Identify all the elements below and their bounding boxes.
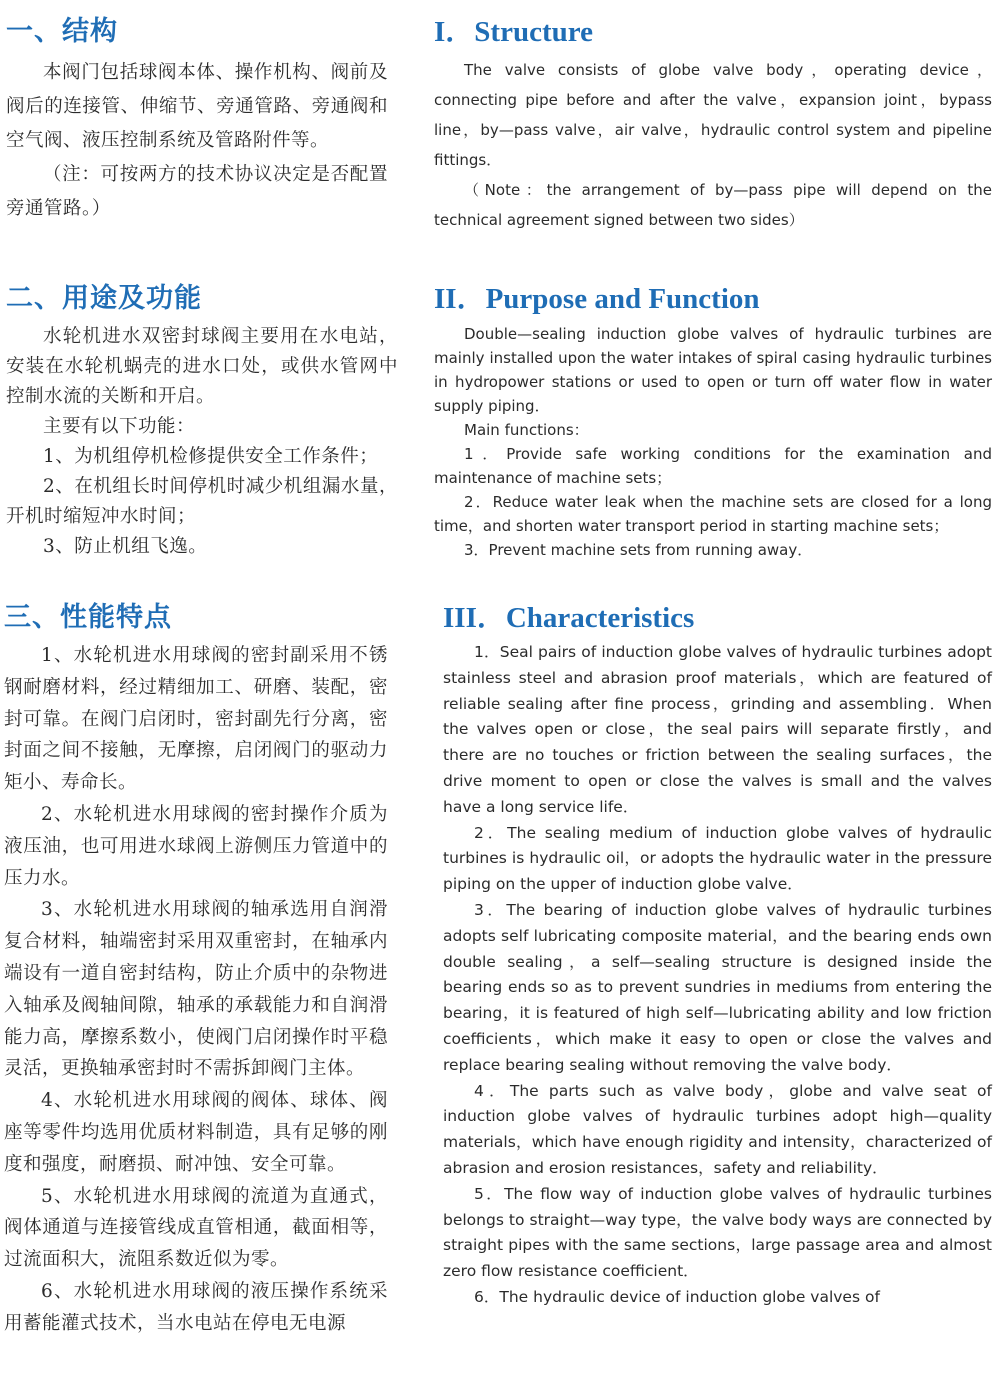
paragraph: The valve consists of globe valve body，operating device，connecting pipe before and after the valve，expansion joint，bypass line，by—pass valve，air valve，hydraulic control system and pipeline fittings．	[434, 61, 992, 169]
paragraph: 1、水轮机进水用球阀的密封副采用不锈钢耐磨材料，经过精细加工、研磨、装配，密封可靠。在阀门启闭时，密封副先行分离，密封面之间不接触，无摩擦，启闭阀门的驱动力矩小、寿命长。	[4, 645, 388, 794]
section-title: I．Structure	[434, 16, 593, 48]
section-title: 一、结构	[6, 16, 118, 47]
paragraph: 3．The bearing of induction globe valves of hydraulic turbines adopts self lubricating composite material，and the bearing ends own double sealing，a self—sealing structure is designed inside the bearing ends so as to prevent sundries in mediums from entering the bearing，it is featured of high self—lubricating ability and low friction coefficients，which make it easy to open or close the valves and replace bearing sealing without removing the valve body．	[443, 900, 992, 1074]
paragraph: 3．Prevent machine sets from running away．	[464, 541, 813, 559]
paragraph: 6．The hydraulic device of induction globe valves of	[474, 1287, 880, 1306]
paragraph: 2、在机组长时间停机时减少机组漏水量，开机时缩短冲水时间；	[6, 476, 398, 527]
paragraph: （Note：the arrangement of by—pass pipe will depend on the technical agreement signed between two sides）	[434, 181, 992, 229]
paragraph: Double—sealing induction globe valves of hydraulic turbines are mainly installed upon the water intakes of spiral casing hydraulic turbines in hydropower stations or used to open or turn off water flow in water supply piping．	[434, 325, 992, 415]
section-title: 三、性能特点	[4, 602, 172, 633]
paragraph: 5．The flow way of induction globe valves of hydraulic turbines belongs to straight—way type，the valve body ways are connected by straight pipes with the same sections，large passage area and almost zero flow resistance coefficient．	[443, 1184, 992, 1281]
paragraph: 3、防止机组飞逸。	[43, 536, 208, 557]
section-characteristics-zh	[4, 600, 388, 1340]
paragraph: 1．Provide safe working conditions for the examination and maintenance of machine sets；	[434, 445, 992, 487]
section-title: III．Characteristics	[443, 602, 695, 634]
paragraph: 本阀门包括球阀本体、操作机构、阀前及阀后的连接管、伸缩节、旁通管路、旁通阀和空气阀、液压控制系统及管路附件等。	[6, 62, 388, 151]
section-structure-zh	[6, 14, 388, 226]
section-characteristics-en	[443, 600, 992, 1311]
paragraph: 水轮机进水双密封球阀主要用在水电站，安装在水轮机蜗壳的进水口处，或供水管网中控制水流的关断和开启。	[6, 326, 398, 407]
section-purpose-zh	[6, 281, 398, 562]
paragraph: 3、水轮机进水用球阀的轴承选用自润滑复合材料，轴端密封采用双重密封，在轴承内端设有一道自密封结构，防止介质中的杂物进入轴承及阀轴间隙，轴承的承载能力和自润滑能力高，摩擦系数小，使阀门启闭操作时平稳灵活，更换轴承密封时不需拆卸阀门主体。	[4, 899, 388, 1080]
paragraph: 主要有以下功能：	[43, 416, 196, 437]
paragraph: 1．Seal pairs of induction globe valves of hydraulic turbines adopt stainless steel and abrasion proof materials，which are featured of reliable sealing after fine process，grinding and assembling．When the valves open or close，the seal pairs will separate firstly，and there are no touches or friction between the sealing surfaces，the drive moment to open or close the valves is small and the valves have a long service life．	[443, 643, 992, 816]
section-structure-en	[434, 14, 992, 235]
paragraph: 2．Reduce water leak when the machine sets are closed for a long time，and shorten water transport period in starting machine sets；	[434, 493, 992, 535]
paragraph: 4、水轮机进水用球阀的阀体、球体、阀座等零件均选用优质材料制造，具有足够的刚度和强度，耐磨损、耐冲蚀、安全可靠。	[4, 1090, 388, 1175]
paragraph: Main functions：	[464, 421, 589, 439]
section-purpose-en	[434, 281, 992, 562]
paragraph: （注：可按两方的技术协议决定是否配置旁通管路。）	[6, 164, 388, 219]
paragraph: 2．The sealing medium of induction globe valves of hydraulic turbines is hydraulic oil，or adopts the hydraulic water in the pressure piping on the upper of induction globe valve．	[443, 823, 992, 894]
paragraph: 6、水轮机进水用球阀的液压操作系统采用蓄能灌式技术，当水电站在停电无电源	[4, 1280, 388, 1334]
section-title: II．Purpose and Function	[434, 283, 760, 315]
paragraph: 1、为机组停机检修提供安全工作条件；	[43, 446, 379, 467]
paragraph: 5、水轮机进水用球阀的流道为直通式，阀体通道与连接管线成直管相通，截面相等，过流面积大，流阻系数近似为零。	[4, 1185, 388, 1271]
section-title: 二、用途及功能	[6, 283, 202, 314]
paragraph: 4．The parts such as valve body，globe and valve seat of induction globe valves of hydraulic turbines adopt high—quality materials，which have enough rigidity and intensity，characterized of abrasion and erosion resistances，safety and reliability．	[443, 1081, 992, 1177]
paragraph: 2、水轮机进水用球阀的密封操作介质为液压油，也可用进水球阀上游侧压力管道中的压力水。	[4, 803, 388, 889]
